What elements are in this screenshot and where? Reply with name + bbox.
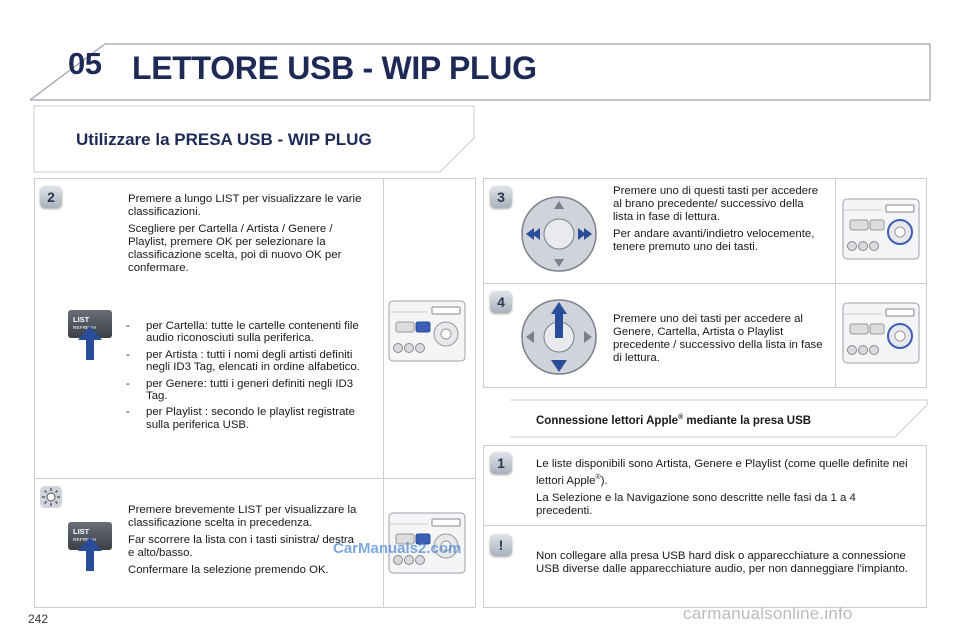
- list-button-sublabel-2: REFRESH: [73, 538, 96, 543]
- apple-section-title: Connessione lettori Apple® mediante la presa USB: [536, 414, 812, 427]
- step-4-badge: 4: [490, 291, 512, 313]
- step-3-paragraph-1: Premere uno di questi tasti per accedere al brano precedente/ successivo della lista in fase di lettura.: [613, 185, 819, 223]
- dpad-left-right-icon: [520, 195, 598, 273]
- inline-watermark: CarManuals2.com: [333, 540, 462, 557]
- apple-step-1-badge: 1: [490, 452, 512, 474]
- sun-icon: [40, 486, 62, 508]
- bullet-artista: - per Artista : tutti i nomi degli artisti definiti negli ID3 Tag, elencati in ordine alfabetico.: [124, 349, 370, 374]
- bullet-genere: - per Genere: tutti i generi definiti negli ID3 Tag.: [124, 378, 370, 403]
- right-top-divider-h: [483, 283, 927, 284]
- step-2-paragraph-2: Scegliere per Cartella / Artista / Genere / Playlist, premere OK per selezionare la classificazione scelta, poi di nuovo OK per confermare.: [128, 223, 342, 274]
- warning-icon: !: [490, 534, 512, 556]
- tip-paragraph-2: Far scorrere la lista con i tasti sinistra/ destra e alto/basso.: [128, 534, 354, 559]
- page-number: 242: [28, 612, 49, 626]
- press-arrow-up-icon: [78, 326, 102, 360]
- list-button-label-2: LIST: [73, 527, 90, 536]
- dpad-up-down-icon: [520, 298, 598, 376]
- list-button-sublabel: REFRESH: [73, 326, 96, 331]
- right-bottom-divider-h: [483, 525, 927, 526]
- warning-text: Non collegare alla presa USB hard disk o apparecchiature a connessione USB diverse dalle apparecchiature audio, per non danneggiare l'impianto.: [536, 550, 908, 575]
- step-2-badge: 2: [40, 186, 62, 208]
- tip-paragraph-1: Premere brevemente LIST per visualizzare la classificazione scelta in precedenza.: [128, 504, 357, 529]
- press-arrow-up-icon-2: [78, 537, 102, 571]
- left-panel-divider-h: [34, 478, 476, 479]
- bullet-cartella: - per Cartella: tutte le cartelle contenenti file audio riconosciuti sulla periferica.: [124, 320, 370, 345]
- bullet-playlist: - per Playlist : secondo le playlist registrate sulla periferica USB.: [124, 406, 370, 431]
- apple-paragraph-1: Le liste disponibili sono Artista, Genere e Playlist (come quelle definite nei lettori Apple®).: [536, 458, 908, 487]
- step-2-bullet-list: [124, 320, 370, 435]
- page-title: LETTORE USB - WIP PLUG: [132, 50, 537, 86]
- radio-unit-illustration: [388, 300, 466, 362]
- step-2-paragraph-1: Premere a lungo LIST per visualizzare le varie classificazioni.: [128, 193, 362, 218]
- step-2-text: [128, 193, 368, 279]
- footer-watermark: carmanualsonline.info: [683, 604, 853, 623]
- step-4-text: [613, 313, 828, 369]
- apple-text: [536, 458, 911, 522]
- step-3-text: [613, 185, 825, 258]
- radio-unit-illustration-3: [842, 198, 920, 260]
- step-3-paragraph-2: Per andare avanti/indietro velocemente, tenere premuto uno dei tasti.: [613, 228, 815, 253]
- section-title: Utilizzare la PRESA USB - WIP PLUG: [76, 130, 372, 149]
- step-3-badge: 3: [490, 186, 512, 208]
- chapter-number: 05: [68, 46, 102, 81]
- apple-paragraph-2: La Selezione e la Navigazione sono descritte nelle fasi da 1 a 4 precedenti.: [536, 491, 856, 517]
- tip-text: [128, 504, 358, 581]
- radio-unit-illustration-4: [842, 302, 920, 364]
- list-button-label: LIST: [73, 315, 90, 324]
- step-4-paragraph-1: Premere uno dei tasti per accedere al Genere, Cartella, Artista o Playlist precedente / successivo della lista in fase di lettura.: [613, 313, 823, 364]
- right-top-divider-v: [835, 178, 836, 388]
- tip-paragraph-3: Confermare la selezione premendo OK.: [128, 564, 329, 576]
